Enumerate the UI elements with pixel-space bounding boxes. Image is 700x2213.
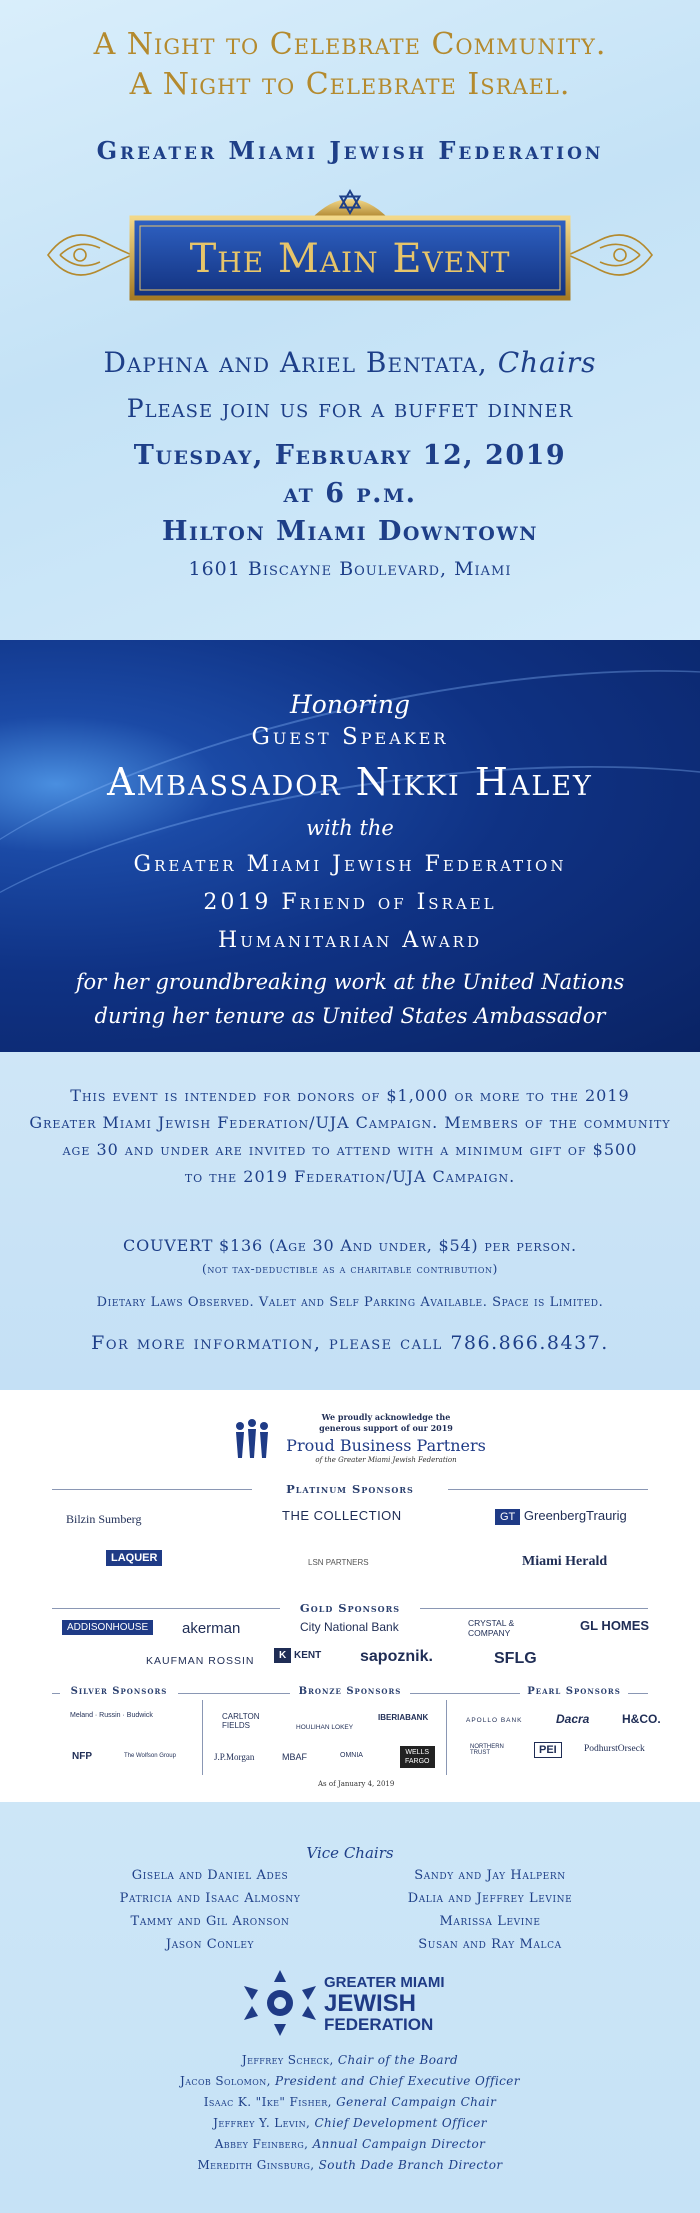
staff-row	[0, 2050, 700, 2071]
reason-line-2: during her tenure as United States Ambassador	[94, 1004, 606, 1028]
chairs-line	[0, 346, 700, 379]
event-date: Tuesday, February 12, 2019	[133, 440, 567, 471]
event-address: 1601 Biscayne Boulevard, Miami	[188, 558, 512, 580]
sponsor-logo-hco: H&CO.	[622, 1712, 661, 1726]
staff-row	[0, 2113, 700, 2134]
column-divider	[202, 1700, 203, 1775]
sponsor-logo-kaufman: KAUFMAN ROSSIN	[146, 1655, 255, 1667]
sponsor-logo-apollo: APOLLO BANK	[466, 1717, 523, 1724]
sponsor-logo-city-national: City National Bank	[300, 1620, 399, 1634]
staff-title: Chief Development Officer	[314, 2116, 487, 2130]
sponsor-logo-carlton: CARLTON FIELDS	[222, 1712, 260, 1730]
partners-figures-icon	[232, 1418, 272, 1460]
column-divider	[446, 1700, 447, 1775]
award-line-1: Greater Miami Jewish Federation	[133, 852, 567, 877]
divider	[420, 1608, 648, 1609]
sponsor-logo-wolfson: The Wolfson Group	[124, 1753, 176, 1759]
staff-row	[0, 2134, 700, 2155]
vice-chair-right-1: Sandy and Jay Halpern	[414, 1868, 566, 1883]
ack-line-2: generous support of our 2019	[319, 1423, 453, 1433]
sponsor-logo-meland: Meland · Russin · Budwick	[70, 1712, 153, 1719]
honoree-name: Ambassador Nikki Haley	[107, 760, 593, 804]
wordmark-line-2: JEWISH	[324, 1990, 417, 2017]
sponsor-logo-kent: K KENT	[274, 1650, 321, 1661]
sponsor-logo-wells-fargo	[400, 1746, 428, 1768]
vice-chair-right-4: Susan and Ray Malca	[418, 1937, 562, 1952]
staff-row	[0, 2092, 700, 2113]
sponsor-logo-addison	[62, 1622, 153, 1633]
vice-chair-right-3: Marissa Levine	[439, 1914, 541, 1929]
sponsor-logo-iberiabank: IBERIABANK	[378, 1713, 429, 1722]
partners-subtitle: of the Greater Miami Jewish Federation	[315, 1456, 457, 1464]
staff-title: South Dade Branch Director	[318, 2158, 503, 2172]
guest-speaker-label: Guest Speaker	[251, 724, 449, 750]
sponsor-logo-laquer	[106, 1552, 162, 1564]
chairs-names: Daphna and Ariel Bentata,	[103, 346, 488, 379]
reason-line-1: for her groundbreaking work at the United Nations	[75, 970, 625, 994]
tagline-israel: A Night to Celebrate Israel.	[129, 67, 571, 102]
tagline-community: A Night to Celebrate Community.	[93, 27, 607, 62]
dinner-invitation: Please join us for a buffet dinner	[126, 394, 574, 423]
wordmark-line-1: GREATER MIAMI	[324, 1974, 445, 1991]
staff-title: President and Chief Executive Officer	[275, 2074, 520, 2088]
sponsor-logo-crystal: CRYSTAL & COMPANY	[468, 1618, 515, 1638]
main-event-banner	[40, 180, 660, 325]
sponsor-logo-gl-homes: GL HOMES	[580, 1618, 650, 1633]
event-venue: Hilton Miami Downtown	[161, 516, 539, 547]
sponsor-logo-miami-herald: Miami Herald	[522, 1554, 608, 1569]
sponsor-logo-dacra: Dacra	[556, 1712, 590, 1726]
info-line-3: age 30 and under are invited to attend with a minimum gift of $500	[62, 1140, 638, 1159]
staff-name: Abbey Feinberg,	[214, 2137, 309, 2151]
wells-fargo-label: WELLS FARGO	[400, 1746, 435, 1768]
gold-header: Gold Sponsors	[299, 1601, 401, 1615]
staff-row	[0, 2071, 700, 2092]
ack-text	[276, 1412, 496, 1434]
tax-note: (not tax-deductible as a charitable contribution)	[202, 1262, 498, 1276]
sponsor-logo-podhurst: PodhurstOrseck	[584, 1744, 645, 1754]
staff-title: Chair of the Board	[337, 2053, 459, 2067]
staff-name: Jeffrey Scheck,	[241, 2053, 334, 2067]
divider	[448, 1489, 648, 1490]
sponsor-logo-akerman: akerman	[182, 1620, 241, 1637]
award-line-3: Humanitarian Award	[218, 928, 482, 953]
staff-list	[0, 2050, 700, 2176]
vice-chair-left-3: Tammy and Gil Aronson	[130, 1914, 290, 1929]
sponsor-logo-houlihan: HOULIHAN LOKEY	[296, 1724, 354, 1731]
greenberg-label: GreenbergTraurig	[523, 1508, 627, 1523]
dietary-note: Dietary Laws Observed. Valet and Self Parking Available. Space is Limited.	[96, 1295, 604, 1310]
staff-name: Isaac K. "Ike" Fisher,	[203, 2095, 332, 2109]
sponsor-logo-sflg: SFLG	[494, 1650, 537, 1667]
couvert-price: COUVERT $136 (Age 30 And under, $54) per person.	[123, 1236, 577, 1255]
sponsor-logo-pei: PEI	[534, 1742, 562, 1758]
staff-name: Meredith Ginsburg,	[197, 2158, 315, 2172]
sponsor-logo-greenberg: GT GreenbergTraurig	[495, 1508, 627, 1523]
vice-chairs-title: Vice Chairs	[306, 1844, 394, 1862]
vice-chair-left-2: Patricia and Isaac Almosny	[119, 1891, 301, 1906]
laquer-label: LAQUER	[106, 1550, 162, 1566]
federation-wordmark	[324, 1972, 445, 2035]
event-time: at 6 p.m.	[283, 478, 417, 509]
platinum-header: Platinum Sponsors	[286, 1482, 414, 1496]
info-line-1: This event is intended for donors of $1,000 or more to the 2019	[70, 1086, 630, 1105]
as-of-date: As of January 4, 2019	[318, 1780, 395, 1788]
divider	[628, 1693, 648, 1694]
sponsors-section	[0, 1390, 700, 1802]
vice-chair-right-2: Dalia and Jeffrey Levine	[407, 1891, 573, 1906]
sponsor-logo-sapoznik: sapoznik.	[360, 1648, 433, 1665]
honoree-section	[0, 640, 700, 1052]
staff-row	[0, 2155, 700, 2176]
addison-label: ADDISONHOUSE	[62, 1620, 153, 1635]
info-line-4: to the 2019 Federation/UJA Campaign.	[184, 1167, 516, 1186]
wordmark-line-3: FEDERATION	[324, 2015, 434, 2034]
contact-phone: For more information, please call 786.866.8437.	[91, 1332, 609, 1354]
event-info-section	[0, 1052, 700, 1390]
sponsor-logo-omnia: OMNIA	[340, 1752, 363, 1759]
silver-header: Silver Sponsors	[70, 1686, 168, 1697]
divider	[52, 1608, 280, 1609]
info-line-2: Greater Miami Jewish Federation/UJA Campaign. Members of the community	[29, 1113, 671, 1132]
sponsor-logo-bilzin: Bilzin Sumberg	[66, 1512, 142, 1526]
award-line-2: 2019 Friend of Israel	[203, 890, 497, 915]
honoring-label: Honoring	[289, 690, 411, 719]
staff-name: Jacob Solomon,	[180, 2074, 271, 2088]
ack-line-1: We proudly acknowledge the	[321, 1412, 451, 1422]
kent-label: KENT	[294, 1650, 322, 1661]
with-the-label: with the	[306, 816, 394, 840]
staff-title: Annual Campaign Director	[312, 2137, 486, 2151]
divider	[178, 1693, 290, 1694]
leadership-section	[0, 1802, 700, 2213]
chairs-role: Chairs	[497, 346, 597, 379]
bronze-header: Bronze Sponsors	[298, 1686, 402, 1697]
sponsor-logo-mbaf: MBAF	[282, 1752, 308, 1762]
staff-title: General Campaign Chair	[336, 2095, 497, 2109]
event-title: The Main Event	[189, 236, 511, 282]
federation-star-icon	[240, 1968, 320, 2038]
partners-title: Proud Business Partners	[286, 1436, 486, 1455]
sponsor-logo-collection: THE COLLECTION	[282, 1508, 402, 1523]
vice-chair-left-4: Jason Conley	[165, 1937, 255, 1952]
divider	[52, 1489, 252, 1490]
pearl-header: Pearl Sponsors	[527, 1686, 621, 1697]
divider	[410, 1693, 520, 1694]
divider	[52, 1693, 60, 1694]
sponsor-logo-nfp: NFP	[72, 1751, 92, 1762]
staff-name: Jeffrey Y. Levin,	[213, 2116, 311, 2130]
sponsor-logo-lsn: LSN PARTNERS	[308, 1558, 369, 1567]
sponsor-logo-northern-trust: NORTHERN TRUST	[470, 1744, 504, 1756]
sponsor-logo-jpmorgan: J.P.Morgan	[214, 1752, 255, 1762]
invitation-header-section	[0, 0, 700, 640]
federation-heading: Greater Miami Jewish Federation	[96, 136, 604, 165]
vice-chair-left-1: Gisela and Daniel Ades	[131, 1868, 289, 1883]
